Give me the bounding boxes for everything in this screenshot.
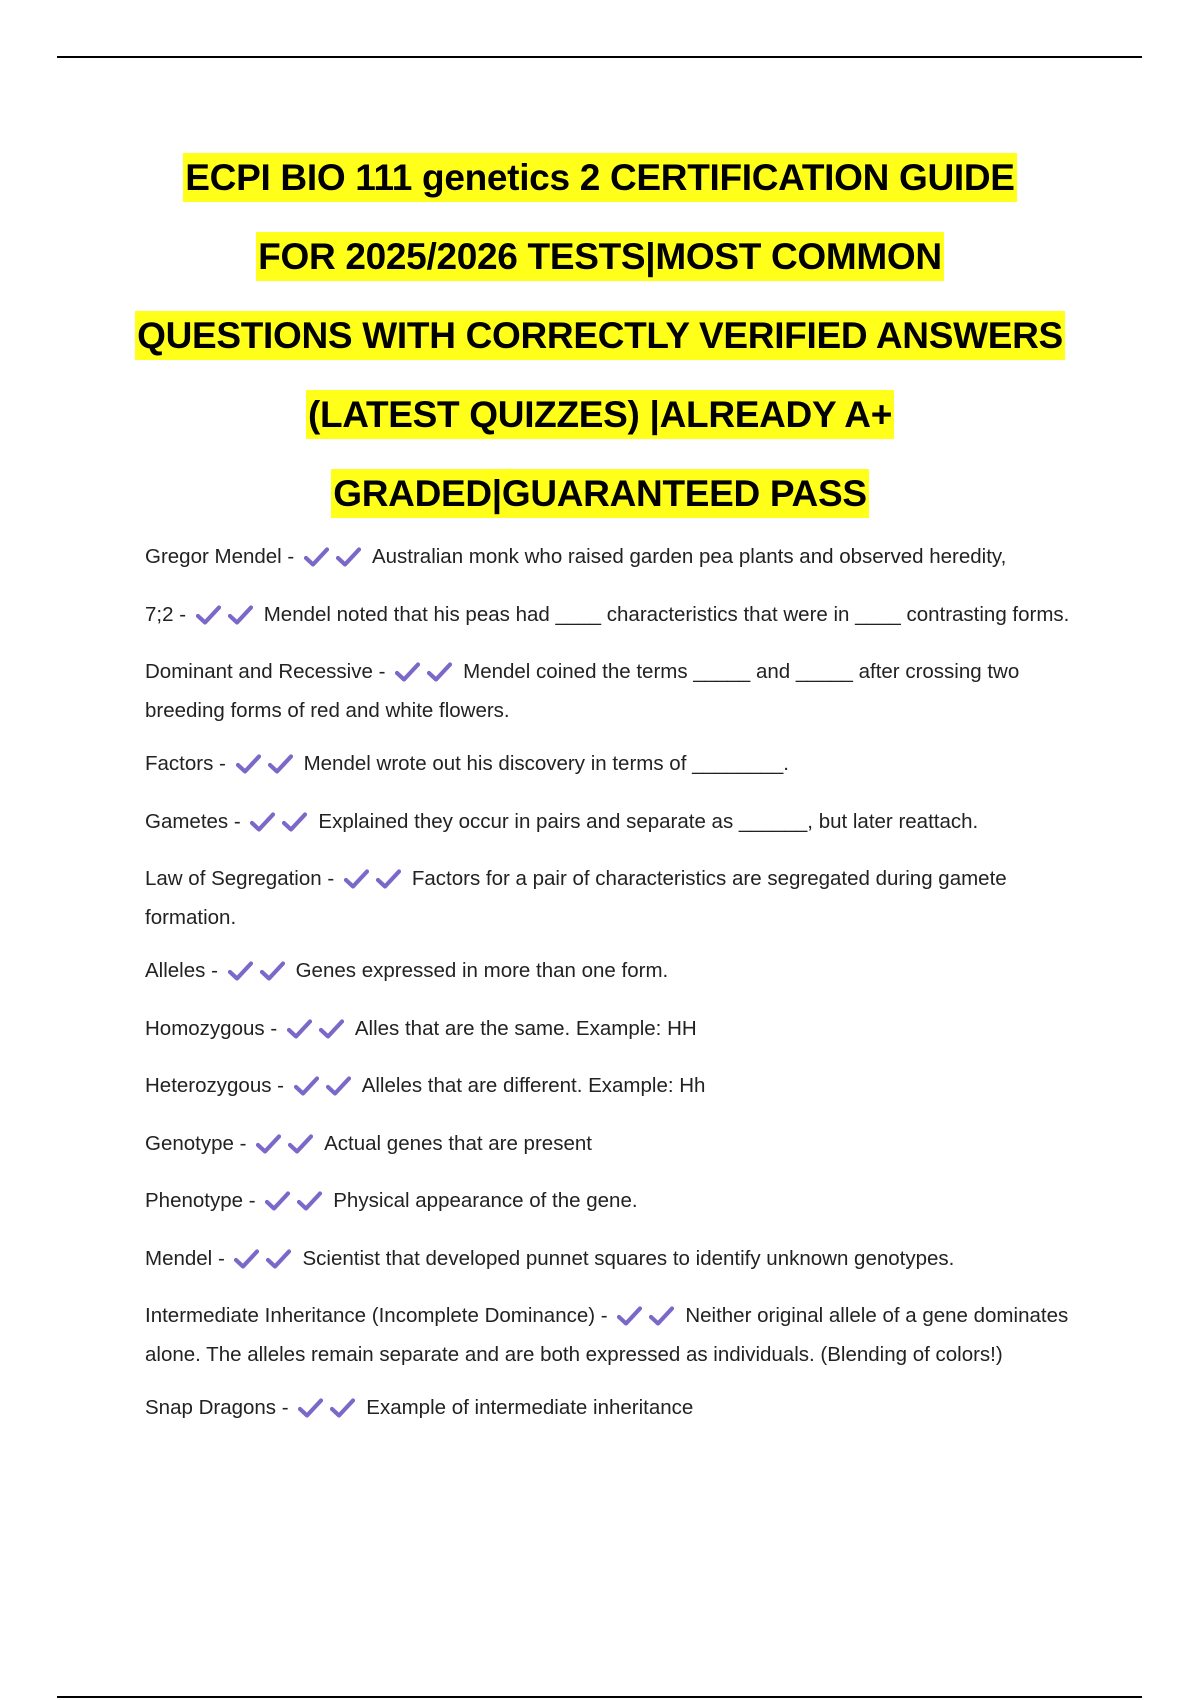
entry-separator: -	[233, 1131, 253, 1155]
entry-separator: -	[173, 602, 192, 626]
entry-separator: -	[372, 660, 392, 683]
check-mark-icon	[250, 812, 275, 832]
check-mark-icon	[395, 662, 420, 682]
bottom-rule	[57, 1696, 1142, 1698]
flashcard-entry	[145, 1012, 1075, 1051]
entry-separator: -	[264, 1016, 283, 1040]
check-mark-icon	[282, 812, 307, 832]
check-mark-icon	[236, 754, 261, 774]
check-mark-icon	[287, 1019, 312, 1039]
check-marks	[228, 958, 292, 993]
check-mark-icon	[376, 869, 401, 889]
title-line: FOR 2025/2026 TESTS|MOST COMMON	[100, 217, 1100, 296]
flashcard-entry	[145, 1127, 1075, 1166]
check-marks	[344, 866, 408, 901]
entry-term: Snap Dragons	[145, 1396, 277, 1419]
entry-definition: Factors for a pair of characteristics are segregated during gamete formation.	[145, 867, 1007, 929]
check-mark-icon	[297, 1191, 322, 1211]
flashcard-entry	[145, 655, 1075, 728]
entry-term: Alleles	[145, 959, 206, 982]
check-mark-icon	[344, 869, 369, 889]
entry-separator: -	[276, 1396, 295, 1419]
check-mark-icon	[330, 1398, 355, 1418]
entry-separator: -	[205, 959, 224, 982]
entry-term: Heterozygous	[145, 1074, 272, 1097]
check-mark-icon	[298, 1398, 323, 1418]
entry-definition: Genes expressed in more than one form.	[295, 959, 669, 982]
flashcard-entry	[145, 598, 1075, 637]
check-marks	[287, 1016, 351, 1051]
check-mark-icon	[649, 1306, 674, 1326]
flashcard-entry	[145, 805, 1075, 844]
entry-definition: Mendel coined the terms _____ and _____ after crossing two breeding forms of red and white flowers.	[145, 660, 1020, 722]
check-mark-icon	[427, 662, 452, 682]
check-marks	[265, 1188, 329, 1223]
entry-term: 7;2	[145, 602, 174, 626]
entry-definition: Alleles that are different. Example: Hh	[361, 1074, 706, 1097]
entry-separator: -	[212, 1246, 231, 1270]
entry-definition: Neither original allele of a gene dominates alone. The alleles remain separate and are both expressed as individuals. (Blending of colors!)	[145, 1304, 1069, 1366]
check-mark-icon	[234, 1249, 259, 1269]
entry-separator: -	[281, 545, 300, 568]
check-mark-icon	[228, 605, 253, 625]
title-line: GRADED|GUARANTEED PASS	[100, 454, 1100, 533]
check-marks	[617, 1303, 681, 1338]
entry-separator: -	[213, 752, 232, 775]
entry-definition: Australian monk who raised garden pea plants and observed heredity,	[371, 545, 1007, 568]
check-marks	[298, 1395, 362, 1430]
entry-definition: Mendel wrote out his discovery in terms of ________.	[303, 752, 790, 775]
flashcard-entry	[145, 1069, 1075, 1108]
entry-term: Gametes	[145, 809, 229, 833]
check-mark-icon	[256, 1134, 281, 1154]
check-marks	[234, 1246, 298, 1281]
flashcard-list	[145, 540, 1075, 1449]
flashcard-entry	[145, 1391, 1075, 1430]
flashcard-entry	[145, 862, 1075, 935]
check-mark-icon	[268, 754, 293, 774]
entry-term: Factors	[145, 752, 214, 775]
check-mark-icon	[326, 1076, 351, 1096]
entry-term: Gregor Mendel	[145, 545, 282, 568]
entry-separator: -	[271, 1074, 290, 1097]
check-mark-icon	[294, 1076, 319, 1096]
entry-definition: Explained they occur in pairs and separate as ______, but later reattach.	[318, 809, 979, 833]
check-mark-icon	[266, 1249, 291, 1269]
entry-separator: -	[595, 1304, 614, 1327]
check-mark-icon	[336, 547, 361, 567]
check-mark-icon	[617, 1306, 642, 1326]
entry-definition: Physical appearance of the gene.	[333, 1189, 638, 1212]
entry-separator: -	[228, 809, 247, 833]
title-line: QUESTIONS WITH CORRECTLY VERIFIED ANSWERS	[100, 296, 1100, 375]
document-title	[100, 138, 1100, 533]
top-rule	[57, 56, 1142, 58]
entry-definition: Alles that are the same. Example: HH	[354, 1016, 697, 1040]
check-marks	[250, 809, 314, 844]
entry-definition: Example of intermediate inheritance	[366, 1396, 694, 1419]
title-line: (LATEST QUIZZES) |ALREADY A+	[100, 375, 1100, 454]
flashcard-entry	[145, 1299, 1075, 1372]
entry-definition: Mendel noted that his peas had ____ characteristics that were in ____ contrasting forms.	[263, 602, 1070, 626]
entry-term: Homozygous	[145, 1016, 265, 1040]
entry-separator: -	[243, 1189, 262, 1212]
check-mark-icon	[288, 1134, 313, 1154]
check-mark-icon	[228, 961, 253, 981]
check-marks	[256, 1131, 320, 1166]
check-marks	[236, 751, 300, 786]
check-mark-icon	[265, 1191, 290, 1211]
check-mark-icon	[304, 547, 329, 567]
check-mark-icon	[196, 605, 221, 625]
check-marks	[395, 659, 459, 694]
flashcard-entry	[145, 747, 1075, 786]
entry-definition: Actual genes that are present	[324, 1131, 592, 1155]
check-marks	[196, 602, 260, 637]
flashcard-entry	[145, 1242, 1075, 1281]
flashcard-entry	[145, 1184, 1075, 1223]
entry-term: Phenotype	[145, 1189, 244, 1212]
check-marks	[304, 544, 368, 579]
entry-term: Genotype	[145, 1131, 234, 1155]
title-line: ECPI BIO 111 genetics 2 CERTIFICATION GUIDE	[100, 138, 1100, 217]
flashcard-entry	[145, 540, 1075, 579]
check-marks	[294, 1073, 358, 1108]
entry-term: Law of Segregation	[145, 867, 322, 890]
entry-term: Intermediate Inheritance (Incomplete Dominance)	[145, 1304, 596, 1327]
entry-definition: Scientist that developed punnet squares to identify unknown genotypes.	[302, 1246, 955, 1270]
entry-separator: -	[321, 867, 340, 890]
entry-term: Mendel	[145, 1246, 213, 1270]
check-mark-icon	[319, 1019, 344, 1039]
check-mark-icon	[260, 961, 285, 981]
flashcard-entry	[145, 954, 1075, 993]
entry-term: Dominant and Recessive	[145, 660, 373, 683]
